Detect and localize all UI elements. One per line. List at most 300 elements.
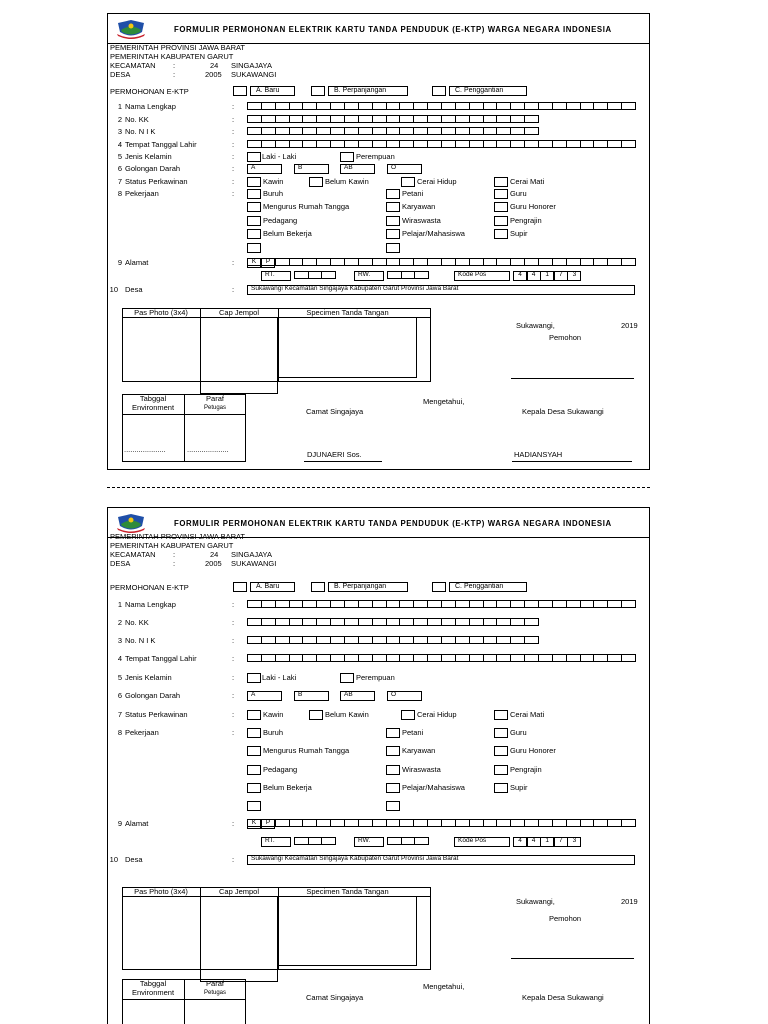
char-cell[interactable] — [414, 820, 428, 826]
char-cell[interactable] — [497, 116, 511, 122]
char-cell[interactable] — [539, 103, 553, 109]
char-cell[interactable] — [511, 103, 525, 109]
char-cell[interactable] — [331, 655, 345, 661]
char-cell[interactable] — [331, 116, 345, 122]
char-cell[interactable] — [442, 141, 456, 147]
birth-place-date-input[interactable] — [247, 654, 636, 662]
request-checkbox-c[interactable] — [432, 86, 446, 96]
char-cell[interactable] — [484, 637, 498, 643]
char-cell[interactable] — [303, 820, 317, 826]
char-cell[interactable] — [373, 103, 387, 109]
char-cell[interactable] — [402, 838, 416, 844]
char-cell[interactable] — [581, 103, 595, 109]
char-cell[interactable] — [456, 619, 470, 625]
char-cell[interactable] — [484, 655, 498, 661]
char-cell[interactable] — [511, 128, 525, 134]
char-cell[interactable] — [387, 619, 401, 625]
char-cell[interactable] — [497, 141, 511, 147]
char-cell[interactable] — [456, 103, 470, 109]
nik-input[interactable] — [247, 636, 539, 644]
char-cell[interactable] — [594, 103, 608, 109]
char-cell[interactable] — [511, 820, 525, 826]
char-cell[interactable] — [470, 655, 484, 661]
request-checkbox-c[interactable] — [432, 582, 446, 592]
marital-checkbox[interactable] — [247, 177, 261, 187]
char-cell[interactable] — [373, 141, 387, 147]
char-cell[interactable] — [484, 259, 498, 265]
char-cell[interactable] — [400, 128, 414, 134]
job-checkbox[interactable] — [247, 783, 261, 793]
char-cell[interactable] — [400, 655, 414, 661]
job-checkbox[interactable] — [494, 765, 508, 775]
char-cell[interactable] — [400, 820, 414, 826]
char-cell[interactable] — [387, 601, 401, 607]
blood-type-ab-checkbox[interactable]: AB — [340, 164, 375, 174]
char-cell[interactable] — [608, 259, 622, 265]
family-card-input[interactable] — [247, 115, 539, 123]
char-cell[interactable] — [511, 141, 525, 147]
marital-checkbox[interactable] — [247, 710, 261, 720]
char-cell[interactable] — [456, 116, 470, 122]
char-cell[interactable] — [317, 637, 331, 643]
char-cell[interactable] — [262, 128, 276, 134]
char-cell[interactable] — [414, 637, 428, 643]
char-cell[interactable] — [456, 655, 470, 661]
char-cell[interactable] — [414, 655, 428, 661]
char-cell[interactable] — [428, 601, 442, 607]
char-cell[interactable] — [290, 103, 304, 109]
job-checkbox[interactable] — [386, 801, 400, 811]
char-cell[interactable] — [428, 141, 442, 147]
char-cell[interactable] — [331, 619, 345, 625]
char-cell[interactable] — [262, 141, 276, 147]
char-cell[interactable] — [387, 259, 401, 265]
char-cell[interactable] — [387, 103, 401, 109]
char-cell[interactable] — [525, 637, 538, 643]
job-checkbox[interactable] — [386, 202, 400, 212]
char-cell[interactable] — [511, 655, 525, 661]
postal-digit[interactable]: 4 — [527, 271, 541, 281]
char-cell[interactable] — [622, 259, 635, 265]
char-cell[interactable] — [248, 116, 262, 122]
char-cell[interactable] — [373, 820, 387, 826]
char-cell[interactable] — [345, 259, 359, 265]
blood-type-o-checkbox[interactable]: O — [387, 164, 422, 174]
char-cell[interactable] — [553, 601, 567, 607]
char-cell[interactable] — [331, 259, 345, 265]
char-cell[interactable] — [470, 128, 484, 134]
char-cell[interactable] — [622, 601, 635, 607]
char-cell[interactable] — [345, 128, 359, 134]
char-cell[interactable] — [414, 601, 428, 607]
postal-label-box[interactable]: Kode Pos — [454, 271, 510, 281]
char-cell[interactable] — [470, 141, 484, 147]
char-cell[interactable] — [594, 601, 608, 607]
char-cell[interactable] — [539, 820, 553, 826]
char-cell[interactable] — [497, 128, 511, 134]
char-cell[interactable] — [553, 259, 567, 265]
char-cell[interactable] — [414, 619, 428, 625]
job-checkbox[interactable] — [494, 202, 508, 212]
postal-digit[interactable]: 4 — [513, 271, 527, 281]
char-cell[interactable] — [317, 141, 331, 147]
char-cell[interactable] — [497, 820, 511, 826]
char-cell[interactable] — [456, 820, 470, 826]
char-cell[interactable] — [567, 601, 581, 607]
char-cell[interactable] — [539, 655, 553, 661]
char-cell[interactable] — [303, 601, 317, 607]
marital-checkbox[interactable] — [309, 710, 323, 720]
char-cell[interactable] — [414, 259, 428, 265]
job-checkbox[interactable] — [494, 783, 508, 793]
char-cell[interactable] — [415, 272, 428, 278]
blood-type-b-checkbox[interactable]: B — [294, 164, 329, 174]
char-cell[interactable] — [359, 655, 373, 661]
blood-type-a-checkbox[interactable]: A — [247, 164, 282, 174]
request-checkbox-b[interactable] — [311, 86, 325, 96]
char-cell[interactable] — [400, 601, 414, 607]
char-cell[interactable] — [276, 116, 290, 122]
char-cell[interactable] — [497, 259, 511, 265]
char-cell[interactable] — [290, 637, 304, 643]
char-cell[interactable] — [525, 141, 539, 147]
request-checkbox-b[interactable] — [311, 582, 325, 592]
address-input[interactable] — [247, 258, 636, 266]
gender-female-checkbox[interactable] — [340, 673, 354, 683]
marital-checkbox[interactable] — [309, 177, 323, 187]
char-cell[interactable] — [414, 141, 428, 147]
rt-input[interactable] — [294, 837, 336, 845]
full-name-input[interactable] — [247, 102, 636, 110]
char-cell[interactable] — [303, 259, 317, 265]
request-checkbox-a[interactable] — [233, 86, 247, 96]
char-cell[interactable] — [428, 128, 442, 134]
char-cell[interactable] — [511, 637, 525, 643]
char-cell[interactable] — [525, 655, 539, 661]
char-cell[interactable] — [594, 141, 608, 147]
char-cell[interactable] — [470, 103, 484, 109]
job-checkbox[interactable] — [247, 216, 261, 226]
char-cell[interactable] — [525, 259, 539, 265]
job-checkbox[interactable] — [386, 765, 400, 775]
char-cell[interactable] — [248, 601, 262, 607]
char-cell[interactable] — [276, 103, 290, 109]
char-cell[interactable] — [470, 259, 484, 265]
char-cell[interactable] — [428, 655, 442, 661]
char-cell[interactable] — [428, 116, 442, 122]
char-cell[interactable] — [484, 619, 498, 625]
char-cell[interactable] — [484, 116, 498, 122]
char-cell[interactable] — [345, 601, 359, 607]
char-cell[interactable] — [359, 601, 373, 607]
char-cell[interactable] — [373, 601, 387, 607]
char-cell[interactable] — [387, 655, 401, 661]
char-cell[interactable] — [359, 637, 373, 643]
char-cell[interactable] — [414, 103, 428, 109]
char-cell[interactable] — [402, 272, 416, 278]
char-cell[interactable] — [539, 601, 553, 607]
char-cell[interactable] — [345, 103, 359, 109]
job-checkbox[interactable] — [247, 801, 261, 811]
marital-checkbox[interactable] — [494, 710, 508, 720]
job-checkbox[interactable] — [386, 728, 400, 738]
signature-box[interactable] — [278, 896, 417, 966]
char-cell[interactable] — [373, 259, 387, 265]
job-checkbox[interactable] — [386, 746, 400, 756]
char-cell[interactable] — [470, 116, 484, 122]
char-cell[interactable] — [511, 601, 525, 607]
char-cell[interactable] — [303, 141, 317, 147]
char-cell[interactable] — [345, 619, 359, 625]
blood-type-a-checkbox[interactable]: A — [247, 691, 282, 701]
char-cell[interactable] — [345, 141, 359, 147]
full-name-input[interactable] — [247, 600, 636, 608]
char-cell[interactable] — [290, 820, 304, 826]
char-cell[interactable] — [470, 820, 484, 826]
char-cell[interactable] — [608, 141, 622, 147]
char-cell[interactable] — [553, 141, 567, 147]
char-cell[interactable] — [608, 655, 622, 661]
char-cell[interactable] — [497, 619, 511, 625]
char-cell[interactable] — [428, 103, 442, 109]
char-cell[interactable] — [442, 619, 456, 625]
char-cell[interactable] — [525, 601, 539, 607]
job-checkbox[interactable] — [386, 216, 400, 226]
char-cell[interactable] — [567, 259, 581, 265]
gender-female-checkbox[interactable] — [340, 152, 354, 162]
job-checkbox[interactable] — [386, 229, 400, 239]
marital-checkbox[interactable] — [401, 710, 415, 720]
char-cell[interactable] — [248, 637, 262, 643]
char-cell[interactable] — [594, 655, 608, 661]
char-cell[interactable] — [497, 655, 511, 661]
char-cell[interactable] — [388, 272, 402, 278]
char-cell[interactable] — [262, 601, 276, 607]
char-cell[interactable] — [331, 820, 345, 826]
char-cell[interactable] — [317, 103, 331, 109]
request-option-baru[interactable]: A. Baru — [250, 582, 295, 592]
char-cell[interactable] — [276, 655, 290, 661]
char-cell[interactable] — [400, 259, 414, 265]
char-cell[interactable] — [581, 820, 595, 826]
char-cell[interactable] — [608, 103, 622, 109]
char-cell[interactable] — [373, 619, 387, 625]
char-cell[interactable] — [359, 141, 373, 147]
char-cell[interactable] — [442, 259, 456, 265]
char-cell[interactable] — [309, 838, 323, 844]
char-cell[interactable] — [331, 103, 345, 109]
char-cell[interactable] — [373, 128, 387, 134]
request-checkbox-a[interactable] — [233, 582, 247, 592]
char-cell[interactable] — [322, 838, 335, 844]
char-cell[interactable] — [442, 601, 456, 607]
char-cell[interactable] — [470, 619, 484, 625]
char-cell[interactable] — [331, 128, 345, 134]
char-cell[interactable] — [317, 619, 331, 625]
job-checkbox[interactable] — [494, 216, 508, 226]
job-checkbox[interactable] — [494, 189, 508, 199]
char-cell[interactable] — [359, 116, 373, 122]
char-cell[interactable] — [276, 259, 290, 265]
postal-label-box[interactable]: Kode Pos — [454, 837, 510, 847]
char-cell[interactable] — [276, 601, 290, 607]
char-cell[interactable] — [248, 619, 262, 625]
char-cell[interactable] — [428, 820, 442, 826]
char-cell[interactable] — [262, 637, 276, 643]
char-cell[interactable] — [373, 637, 387, 643]
char-cell[interactable] — [290, 655, 304, 661]
char-cell[interactable] — [303, 655, 317, 661]
char-cell[interactable] — [345, 820, 359, 826]
char-cell[interactable] — [622, 655, 635, 661]
char-cell[interactable] — [622, 820, 635, 826]
char-cell[interactable] — [290, 259, 304, 265]
char-cell[interactable] — [442, 128, 456, 134]
char-cell[interactable] — [497, 601, 511, 607]
marital-checkbox[interactable] — [401, 177, 415, 187]
rw-label-box[interactable]: RW. — [354, 271, 384, 281]
char-cell[interactable] — [442, 637, 456, 643]
char-cell[interactable] — [303, 637, 317, 643]
char-cell[interactable] — [484, 141, 498, 147]
char-cell[interactable] — [456, 128, 470, 134]
char-cell[interactable] — [400, 141, 414, 147]
char-cell[interactable] — [290, 601, 304, 607]
job-checkbox[interactable] — [247, 243, 261, 253]
char-cell[interactable] — [359, 103, 373, 109]
postal-digit[interactable]: 7 — [554, 271, 568, 281]
char-cell[interactable] — [359, 619, 373, 625]
char-cell[interactable] — [581, 601, 595, 607]
postal-digit[interactable]: 3 — [567, 271, 581, 281]
char-cell[interactable] — [248, 128, 262, 134]
char-cell[interactable] — [331, 637, 345, 643]
char-cell[interactable] — [295, 838, 309, 844]
char-cell[interactable] — [484, 820, 498, 826]
family-card-input[interactable] — [247, 618, 539, 626]
char-cell[interactable] — [400, 619, 414, 625]
char-cell[interactable] — [470, 637, 484, 643]
char-cell[interactable] — [415, 838, 428, 844]
request-option-perpanjangan[interactable]: B. Perpanjangan — [328, 582, 408, 592]
char-cell[interactable] — [581, 141, 595, 147]
postal-digit[interactable]: 1 — [540, 271, 554, 281]
job-checkbox[interactable] — [386, 783, 400, 793]
char-cell[interactable] — [248, 141, 262, 147]
job-checkbox[interactable] — [247, 765, 261, 775]
char-cell[interactable] — [290, 141, 304, 147]
char-cell[interactable] — [400, 637, 414, 643]
address-input[interactable] — [247, 819, 636, 827]
char-cell[interactable] — [539, 259, 553, 265]
gender-male-checkbox[interactable] — [247, 152, 261, 162]
char-cell[interactable] — [345, 116, 359, 122]
char-cell[interactable] — [511, 116, 525, 122]
char-cell[interactable] — [497, 103, 511, 109]
char-cell[interactable] — [262, 103, 276, 109]
char-cell[interactable] — [428, 619, 442, 625]
gender-male-checkbox[interactable] — [247, 673, 261, 683]
char-cell[interactable] — [442, 103, 456, 109]
char-cell[interactable] — [525, 116, 538, 122]
char-cell[interactable] — [373, 655, 387, 661]
birth-place-date-input[interactable] — [247, 140, 636, 148]
char-cell[interactable] — [276, 619, 290, 625]
char-cell[interactable] — [400, 116, 414, 122]
char-cell[interactable] — [290, 128, 304, 134]
char-cell[interactable] — [248, 655, 262, 661]
blood-type-b-checkbox[interactable]: B — [294, 691, 329, 701]
char-cell[interactable] — [317, 601, 331, 607]
char-cell[interactable] — [373, 116, 387, 122]
char-cell[interactable] — [317, 128, 331, 134]
char-cell[interactable] — [511, 619, 525, 625]
char-cell[interactable] — [359, 820, 373, 826]
rw-input[interactable] — [387, 837, 429, 845]
job-checkbox[interactable] — [386, 189, 400, 199]
rw-label-box[interactable]: RW. — [354, 837, 384, 847]
desa-value-box[interactable]: Sukawangi Kecamatan Singajaya Kabupaten Garut Provinsi Jawa Barat — [247, 855, 635, 865]
signature-box[interactable] — [278, 317, 417, 378]
char-cell[interactable] — [276, 128, 290, 134]
job-checkbox[interactable] — [247, 746, 261, 756]
request-option-baru[interactable]: A. Baru — [250, 86, 295, 96]
postal-digit[interactable]: 3 — [567, 837, 581, 847]
nik-input[interactable] — [247, 127, 539, 135]
char-cell[interactable] — [317, 820, 331, 826]
char-cell[interactable] — [276, 141, 290, 147]
char-cell[interactable] — [309, 272, 323, 278]
char-cell[interactable] — [511, 259, 525, 265]
char-cell[interactable] — [262, 619, 276, 625]
char-cell[interactable] — [567, 141, 581, 147]
char-cell[interactable] — [331, 141, 345, 147]
blood-type-o-checkbox[interactable]: O — [387, 691, 422, 701]
char-cell[interactable] — [622, 141, 635, 147]
char-cell[interactable] — [317, 116, 331, 122]
char-cell[interactable] — [442, 655, 456, 661]
job-checkbox[interactable] — [494, 746, 508, 756]
char-cell[interactable] — [525, 103, 539, 109]
char-cell[interactable] — [322, 272, 335, 278]
job-checkbox[interactable] — [247, 189, 261, 199]
char-cell[interactable] — [414, 128, 428, 134]
char-cell[interactable] — [303, 128, 317, 134]
char-cell[interactable] — [484, 103, 498, 109]
char-cell[interactable] — [594, 259, 608, 265]
char-cell[interactable] — [359, 128, 373, 134]
rt-label-box[interactable]: RT. — [261, 271, 291, 281]
char-cell[interactable] — [303, 103, 317, 109]
postal-digit[interactable]: 1 — [540, 837, 554, 847]
char-cell[interactable] — [553, 820, 567, 826]
char-cell[interactable] — [387, 128, 401, 134]
char-cell[interactable] — [317, 259, 331, 265]
char-cell[interactable] — [608, 820, 622, 826]
char-cell[interactable] — [525, 619, 538, 625]
char-cell[interactable] — [387, 141, 401, 147]
job-checkbox[interactable] — [247, 202, 261, 212]
char-cell[interactable] — [567, 655, 581, 661]
char-cell[interactable] — [581, 259, 595, 265]
rt-label-box[interactable]: RT. — [261, 837, 291, 847]
postal-digit[interactable]: 7 — [554, 837, 568, 847]
char-cell[interactable] — [317, 655, 331, 661]
job-checkbox[interactable] — [247, 229, 261, 239]
blood-type-ab-checkbox[interactable]: AB — [340, 691, 375, 701]
char-cell[interactable] — [539, 141, 553, 147]
char-cell[interactable] — [456, 141, 470, 147]
